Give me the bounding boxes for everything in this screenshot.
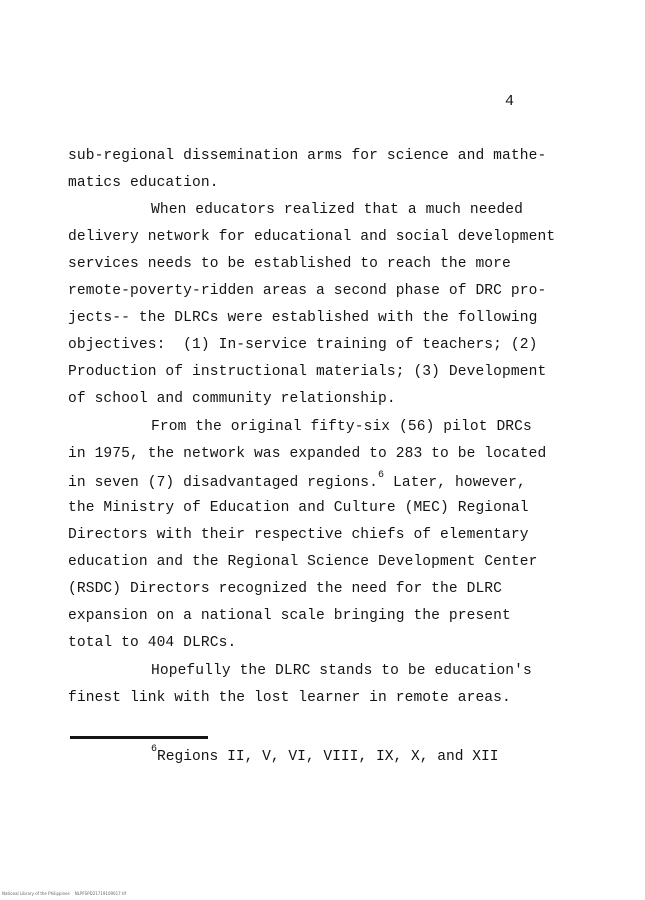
footnote-text: Regions II, V, VI, VIII, IX, X, and XII — [157, 748, 499, 765]
text-line: remote-poverty-ridden areas a second phase of DRC pro- — [68, 283, 547, 299]
footnote-reference: 6 — [378, 470, 385, 481]
text-line: services needs to be established to reach the more — [68, 256, 511, 272]
text-line: expansion on a national scale bringing the present — [68, 608, 511, 624]
text-line: jects-- the DLRCs were established with the following — [68, 310, 538, 326]
text-line: matics education. — [68, 175, 219, 191]
text-fragment: Later, however, — [384, 474, 526, 491]
text-line: finest link with the lost learner in remote areas. — [68, 690, 511, 706]
text-line: sub-regional dissemination arms for science and mathe- — [68, 148, 547, 164]
text-line: total to 404 DLRCs. — [68, 635, 237, 651]
text-line: Directors with their respective chiefs of elementary — [68, 527, 529, 543]
footnote-marker: 6 — [151, 744, 158, 755]
scan-watermark: National Library of the Philippines NLPFSPD21719109017.tif — [2, 891, 127, 896]
text-line: delivery network for educational and social development — [68, 229, 556, 245]
text-fragment: in seven (7) disadvantaged regions. — [68, 474, 379, 491]
text-line-with-footnote — [68, 470, 526, 491]
text-line: of school and community relationship. — [68, 391, 396, 407]
page-number: 4 — [505, 93, 515, 110]
text-line: education and the Regional Science Development Center — [68, 554, 538, 570]
text-line: Production of instructional materials; (3) Development — [68, 364, 547, 380]
text-line: Hopefully the DLRC stands to be education's — [151, 663, 532, 679]
text-line: (RSDC) Directors recognized the need for the DLRC — [68, 581, 503, 597]
footnote — [151, 744, 499, 765]
text-line: From the original fifty-six (56) pilot DRCs — [151, 419, 532, 435]
text-line: When educators realized that a much needed — [151, 202, 524, 218]
footnote-separator — [70, 736, 208, 739]
text-line: the Ministry of Education and Culture (MEC) Regional — [68, 500, 529, 516]
text-line: in 1975, the network was expanded to 283 to be located — [68, 446, 547, 462]
text-line: objectives: (1) In-service training of teachers; (2) — [68, 337, 538, 353]
